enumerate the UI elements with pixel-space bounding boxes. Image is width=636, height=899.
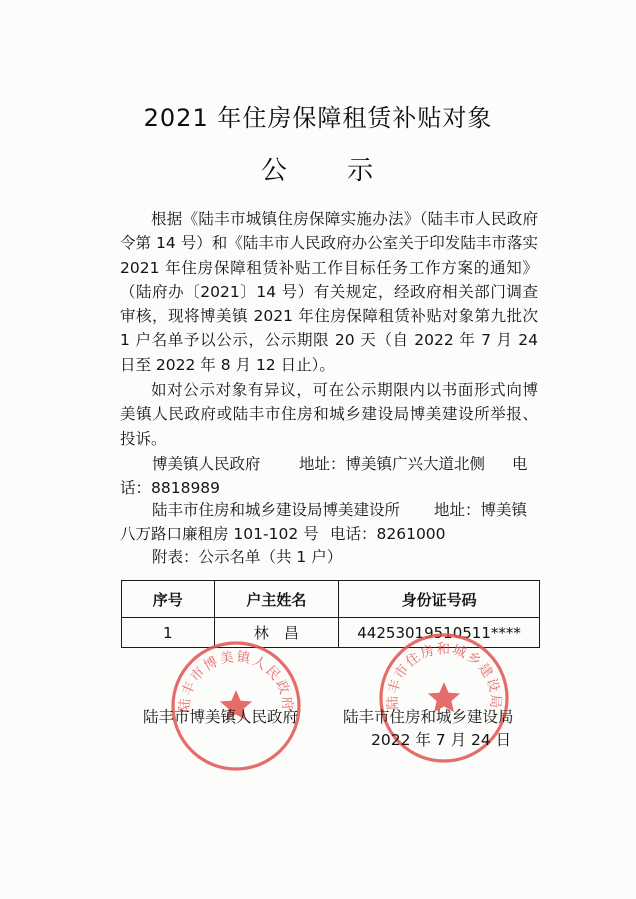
contact-1-phone: 话：8818989 [120,479,221,497]
right-signature-org: 陆丰市住房和城乡建设局 [343,708,514,726]
cell-id: 44253019510511**** [339,618,540,648]
svg-text:陆丰市博美镇人民政府: 陆丰市博美镇人民政府 [176,648,296,713]
left-signature-org: 陆丰市博美镇人民政府 [143,708,299,726]
contact-1-org: 博美镇人民政府 [152,455,261,473]
header-name: 户主姓名 [214,581,339,618]
contact-2-phone: 电话：8261000 [330,525,446,543]
contact-2-address: 八万路口廉租房 101-102 号 [120,525,319,543]
contact-1-phone-label: 电 [512,455,528,473]
signature-date: 2022 年 7 月 24 日 [371,731,512,749]
header-index: 序号 [122,581,215,618]
main-paragraph: 根据《陆丰市城镇住房保障实施办法》（陆丰市人民政府令第 14 号）和《陆丰市人民政府办公室关于印发陆丰市落实 2021 年住房保障租赁补贴工作目标任务工作方案的通知》（陆府办〔2021〕14 号）有关规定，经政府相关部门调查审核，现将博美镇 2021 年住房保障租赁补贴对象第九批次 1 户名单予以公示，公示期限 20 天（自 2022 年 7 月 24 日至 2022 年 8 月 12 日止）。 [120,210,538,374]
document-subtitle: 公 示 [260,156,400,186]
appendix-label: 附表：公示名单（共 1 户） [152,548,343,566]
contact-2-address-label: 地址：博美镇 [434,501,528,519]
cell-index: 1 [122,618,215,648]
objection-paragraph: 如对公示对象有异议，可在公示期限内以书面形式向博美镇人民政府或陆丰市住房和城乡建设局博美建设所举报、投诉。 [120,381,538,448]
table-header-row [122,581,540,618]
document-title: 2021 年住房保障租赁补贴对象 [143,104,493,132]
contact-2-org: 陆丰市住房和城乡建设局博美建设所 [152,501,401,519]
cell-name: 林 昌 [214,618,339,648]
contact-1-address: 地址：博美镇广兴大道北侧 [299,455,486,473]
header-id: 身份证号码 [339,581,540,618]
svg-text:陆丰市住房和城乡建设局: 陆丰市住房和城乡建设局 [384,641,504,710]
